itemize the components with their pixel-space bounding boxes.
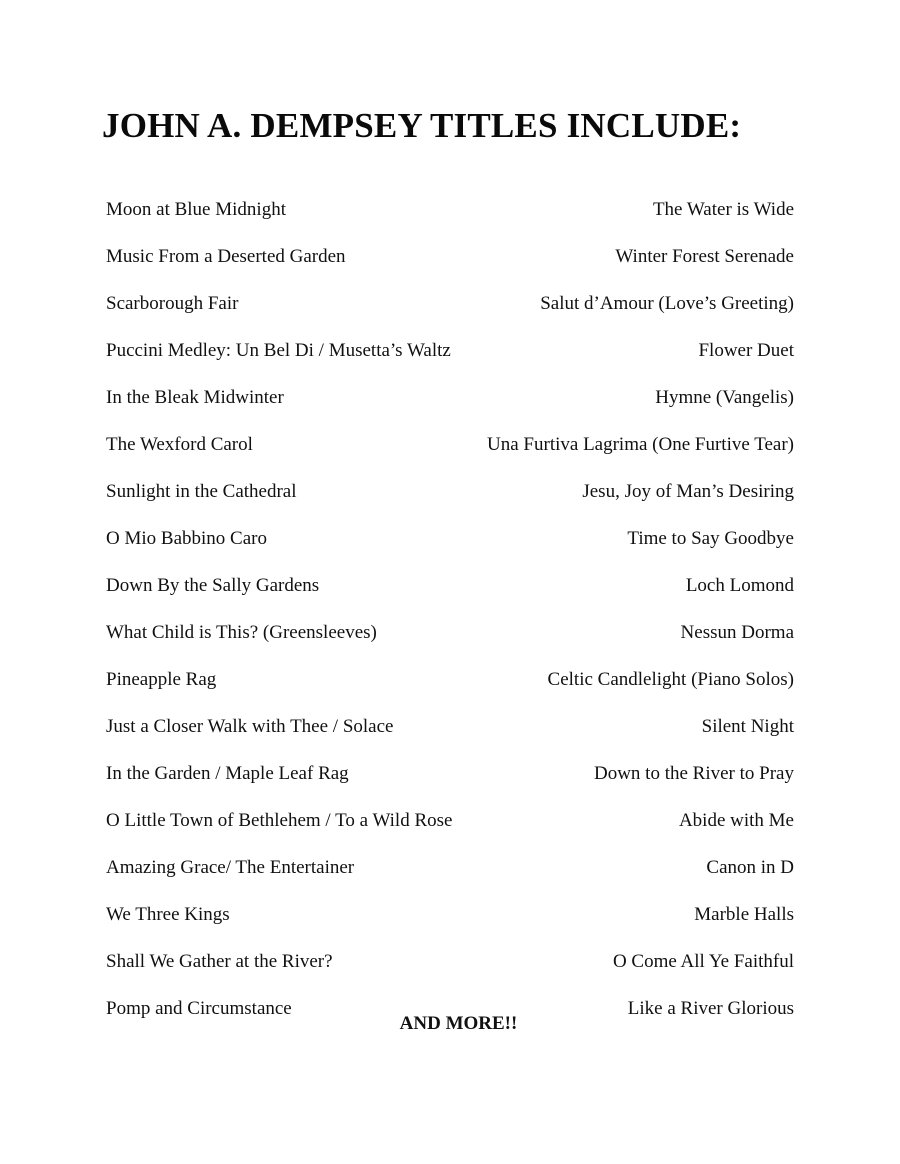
title-left: Music From a Deserted Garden [106, 245, 346, 267]
title-row [106, 797, 794, 844]
title-row [106, 515, 794, 562]
title-left: Scarborough Fair [106, 292, 239, 314]
title-row [106, 186, 794, 233]
title-row [106, 233, 794, 280]
titles-list [106, 186, 794, 1032]
title-left: We Three Kings [106, 903, 230, 925]
title-row [106, 844, 794, 891]
title-right: Silent Night [701, 715, 794, 737]
title-left: In the Garden / Maple Leaf Rag [106, 762, 349, 784]
title-row [106, 421, 794, 468]
title-left: Moon at Blue Midnight [106, 198, 286, 220]
page-title: JOHN A. DEMPSEY TITLES INCLUDE: [102, 106, 742, 145]
title-row [106, 374, 794, 421]
title-row [106, 327, 794, 374]
title-left: Sunlight in the Cathedral [106, 480, 297, 502]
title-left: Pomp and Circumstance [106, 997, 292, 1019]
title-left: In the Bleak Midwinter [106, 386, 284, 408]
title-left: Pineapple Rag [106, 668, 217, 690]
title-right: Salut d’Amour (Love’s Greeting) [540, 292, 794, 314]
title-row [106, 280, 794, 327]
title-row [106, 891, 794, 938]
title-left: Puccini Medley: Un Bel Di / Musetta’s Waltz [106, 339, 451, 361]
title-left: O Mio Babbino Caro [106, 527, 267, 549]
title-right: Winter Forest Serenade [615, 245, 794, 267]
title-right: Marble Halls [694, 903, 794, 925]
title-right: Time to Say Goodbye [627, 527, 794, 549]
title-right: Down to the River to Pray [593, 762, 794, 784]
title-right: O Come All Ye Faithful [612, 950, 794, 972]
title-right: Nessun Dorma [680, 621, 794, 643]
title-row [106, 938, 794, 985]
title-row [106, 750, 794, 797]
title-right: Loch Lomond [685, 574, 794, 596]
title-right: Abide with Me [678, 809, 794, 831]
title-right: Celtic Candlelight (Piano Solos) [547, 668, 794, 690]
title-row [106, 609, 794, 656]
title-right: The Water is Wide [652, 198, 794, 220]
title-right: Flower Duet [698, 339, 794, 361]
title-row [106, 656, 794, 703]
and-more-note: AND MORE!! [399, 1013, 518, 1034]
title-left: Amazing Grace/ The Entertainer [106, 856, 355, 878]
title-left: Just a Closer Walk with Thee / Solace [106, 715, 394, 737]
title-right: Canon in D [706, 856, 794, 878]
title-right: Like a River Glorious [627, 997, 794, 1019]
title-right: Jesu, Joy of Man’s Desiring [582, 480, 794, 502]
title-row [106, 468, 794, 515]
title-row [106, 703, 794, 750]
title-right: Hymne (Vangelis) [655, 386, 794, 408]
title-left: The Wexford Carol [106, 433, 253, 455]
title-row [106, 562, 794, 609]
title-left: O Little Town of Bethlehem / To a Wild Rose [106, 809, 453, 831]
title-left: What Child is This? (Greensleeves) [106, 621, 377, 643]
title-right: Una Furtiva Lagrima (One Furtive Tear) [487, 433, 794, 455]
title-left: Shall We Gather at the River? [106, 950, 333, 972]
title-left: Down By the Sally Gardens [106, 574, 320, 596]
